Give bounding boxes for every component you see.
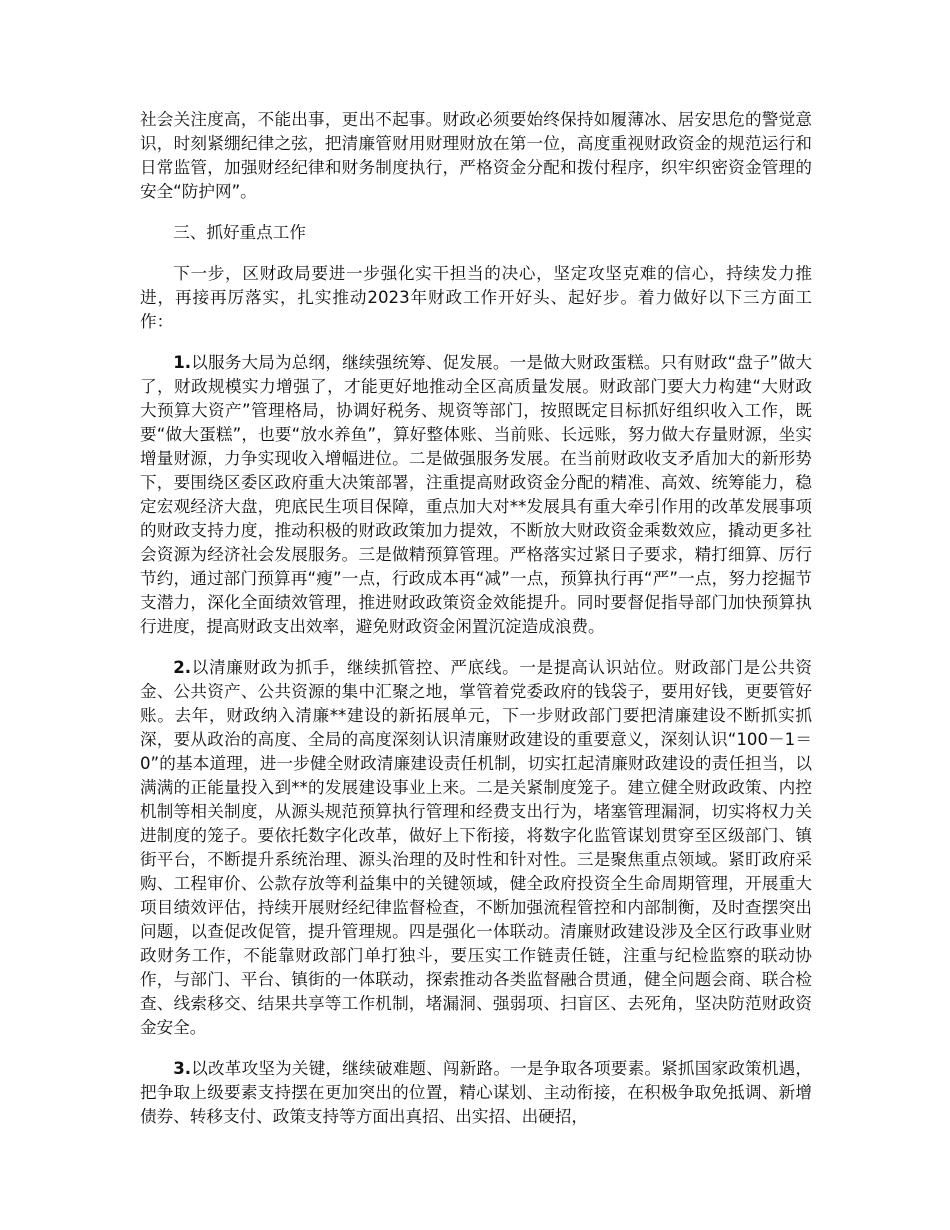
item-text-3: 以改革攻坚为关键，继续破难题、闯新路。一是争取各项要素。紧抓国家政策机遇，把争取上级要素支持摆在更加突出的位置，精心谋划、主动衔接，在积极争取免抵调、新增债券、转移支付、政策支持等方面出真招、出实招、出硬招，	[140, 1059, 812, 1126]
paragraph-item-2	[140, 656, 812, 1040]
section-heading-3: 三、抓好重点工作	[173, 223, 306, 242]
document-page	[140, 108, 812, 1146]
item-number-2: 2.	[173, 658, 192, 677]
paragraph-item-3	[140, 1057, 812, 1129]
paragraph-continuation: 社会关注度高，不能出事，更出不起事。财政必须要始终保持如履薄冰、居安思危的警觉意识，时刻紧绷纪律之弦，把清廉管财用财理财放在第一位，高度重视财政资金的规范运行和日常监管，加强财经纪律和财务制度执行，严格资金分配和拨付程序，织牢织密资金管理的安全“防护网”。	[140, 110, 812, 201]
item-text-1: 以服务大局为总纲，继续强统筹、促发展。一是做大财政蛋糕。只有财政“盘子”做大了，财政规模实力增强了，才能更好地推动全区高质量发展。财政部门要大力构建“大财政大预算大资产”管理格局，协调好税务、规资等部门，按照既定目标抓好组织收入工作，既要“做大蛋糕”，也要“放水养鱼”，算好整体账、当前账、长远账，努力做大存量财源，坐实增量财源，力争实现收入增幅进位。二是做强服务发展。在当前财政收支矛盾加大的新形势下，要围绕区委区政府重大决策部署，注重提高财政资金分配的精准、高效、统筹能力，稳定宏观经济大盘，兜底民生项目保障，重点加大对**发展具有重大牵引作用的改革发展事项的财政支持力度，推动积极的财政政策加力提效，不断放大财政资金乘数效应，撬动更多社会资源为经济社会发展服务。三是做精预算管理。严格落实过紧日子要求，精打细算、厉行节约，通过部门预算再“瘦”一点，行政成本再“减”一点，预算执行再“严”一点，努力挖掘节支潜力，深化全面绩效管理，推进财政政策资金效能提升。同时要督促指导部门加快预算执行进度，提高财政支出效率，避免财政资金闲置沉淀造成浪费。	[140, 353, 812, 636]
paragraph-intro: 下一步，区财政局要进一步强化实干担当的决心，坚定攻坚克难的信心，持续发力推进，再接再厉落实，扎实推动2023年财政工作开好头、起好步。着力做好以下三方面工作：	[140, 264, 812, 331]
paragraph-item-1	[140, 351, 812, 639]
item-number-3: 3.	[173, 1059, 192, 1078]
item-number-1: 1.	[173, 353, 192, 372]
item-text-2: 以清廉财政为抓手，继续抓管控、严底线。一是提高认识站位。财政部门是公共资金、公共资产、公共资源的集中汇聚之地，掌管着党委政府的钱袋子，要用好钱，更要管好账。去年，财政纳入清廉**建设的新拓展单元，下一步财政部门要把清廉建设不断抓实抓深，要从政治的高度、全局的高度深刻认识清廉财政建设的重要意义，深刻认识“100－1＝0”的基本道理，进一步健全财政清廉建设责任机制，切实扛起清廉财政建设的责任担当，以满满的正能量投入到**的发展建设事业上来。二是关紧制度笼子。建立健全财政政策、内控机制等相关制度，从源头规范预算执行管理和经费支出行为，堵塞管理漏洞，切实将权力关进制度的笼子。要依托数字化改革，做好上下衔接，将数字化监管谋划贯穿至区级部门、镇街平台，不断提升系统治理、源头治理的及时性和针对性。三是聚焦重点领域。紧盯政府采购、工程审价、公款存放等利益集中的关键领域，健全政府投资全生命周期管理，开展重大项目绩效评估，持续开展财经纪律监督检查，不断加强流程管控和内部制衡，及时查摆突出问题，以查促改促管，提升管理规。四是强化一体联动。清廉财政建设涉及全区行政事业财政财务工作，不能靠财政部门单打独斗，要压实工作链责任链，注重与纪检监察的联动协作，与部门、平台、镇街的一体联动，探索推动各类监督融合贯通，健全问题会商、联合检查、线索移交、结果共享等工作机制，堵漏洞、强弱项、扫盲区、去死角，坚决防范财政资金安全。	[140, 658, 812, 1037]
